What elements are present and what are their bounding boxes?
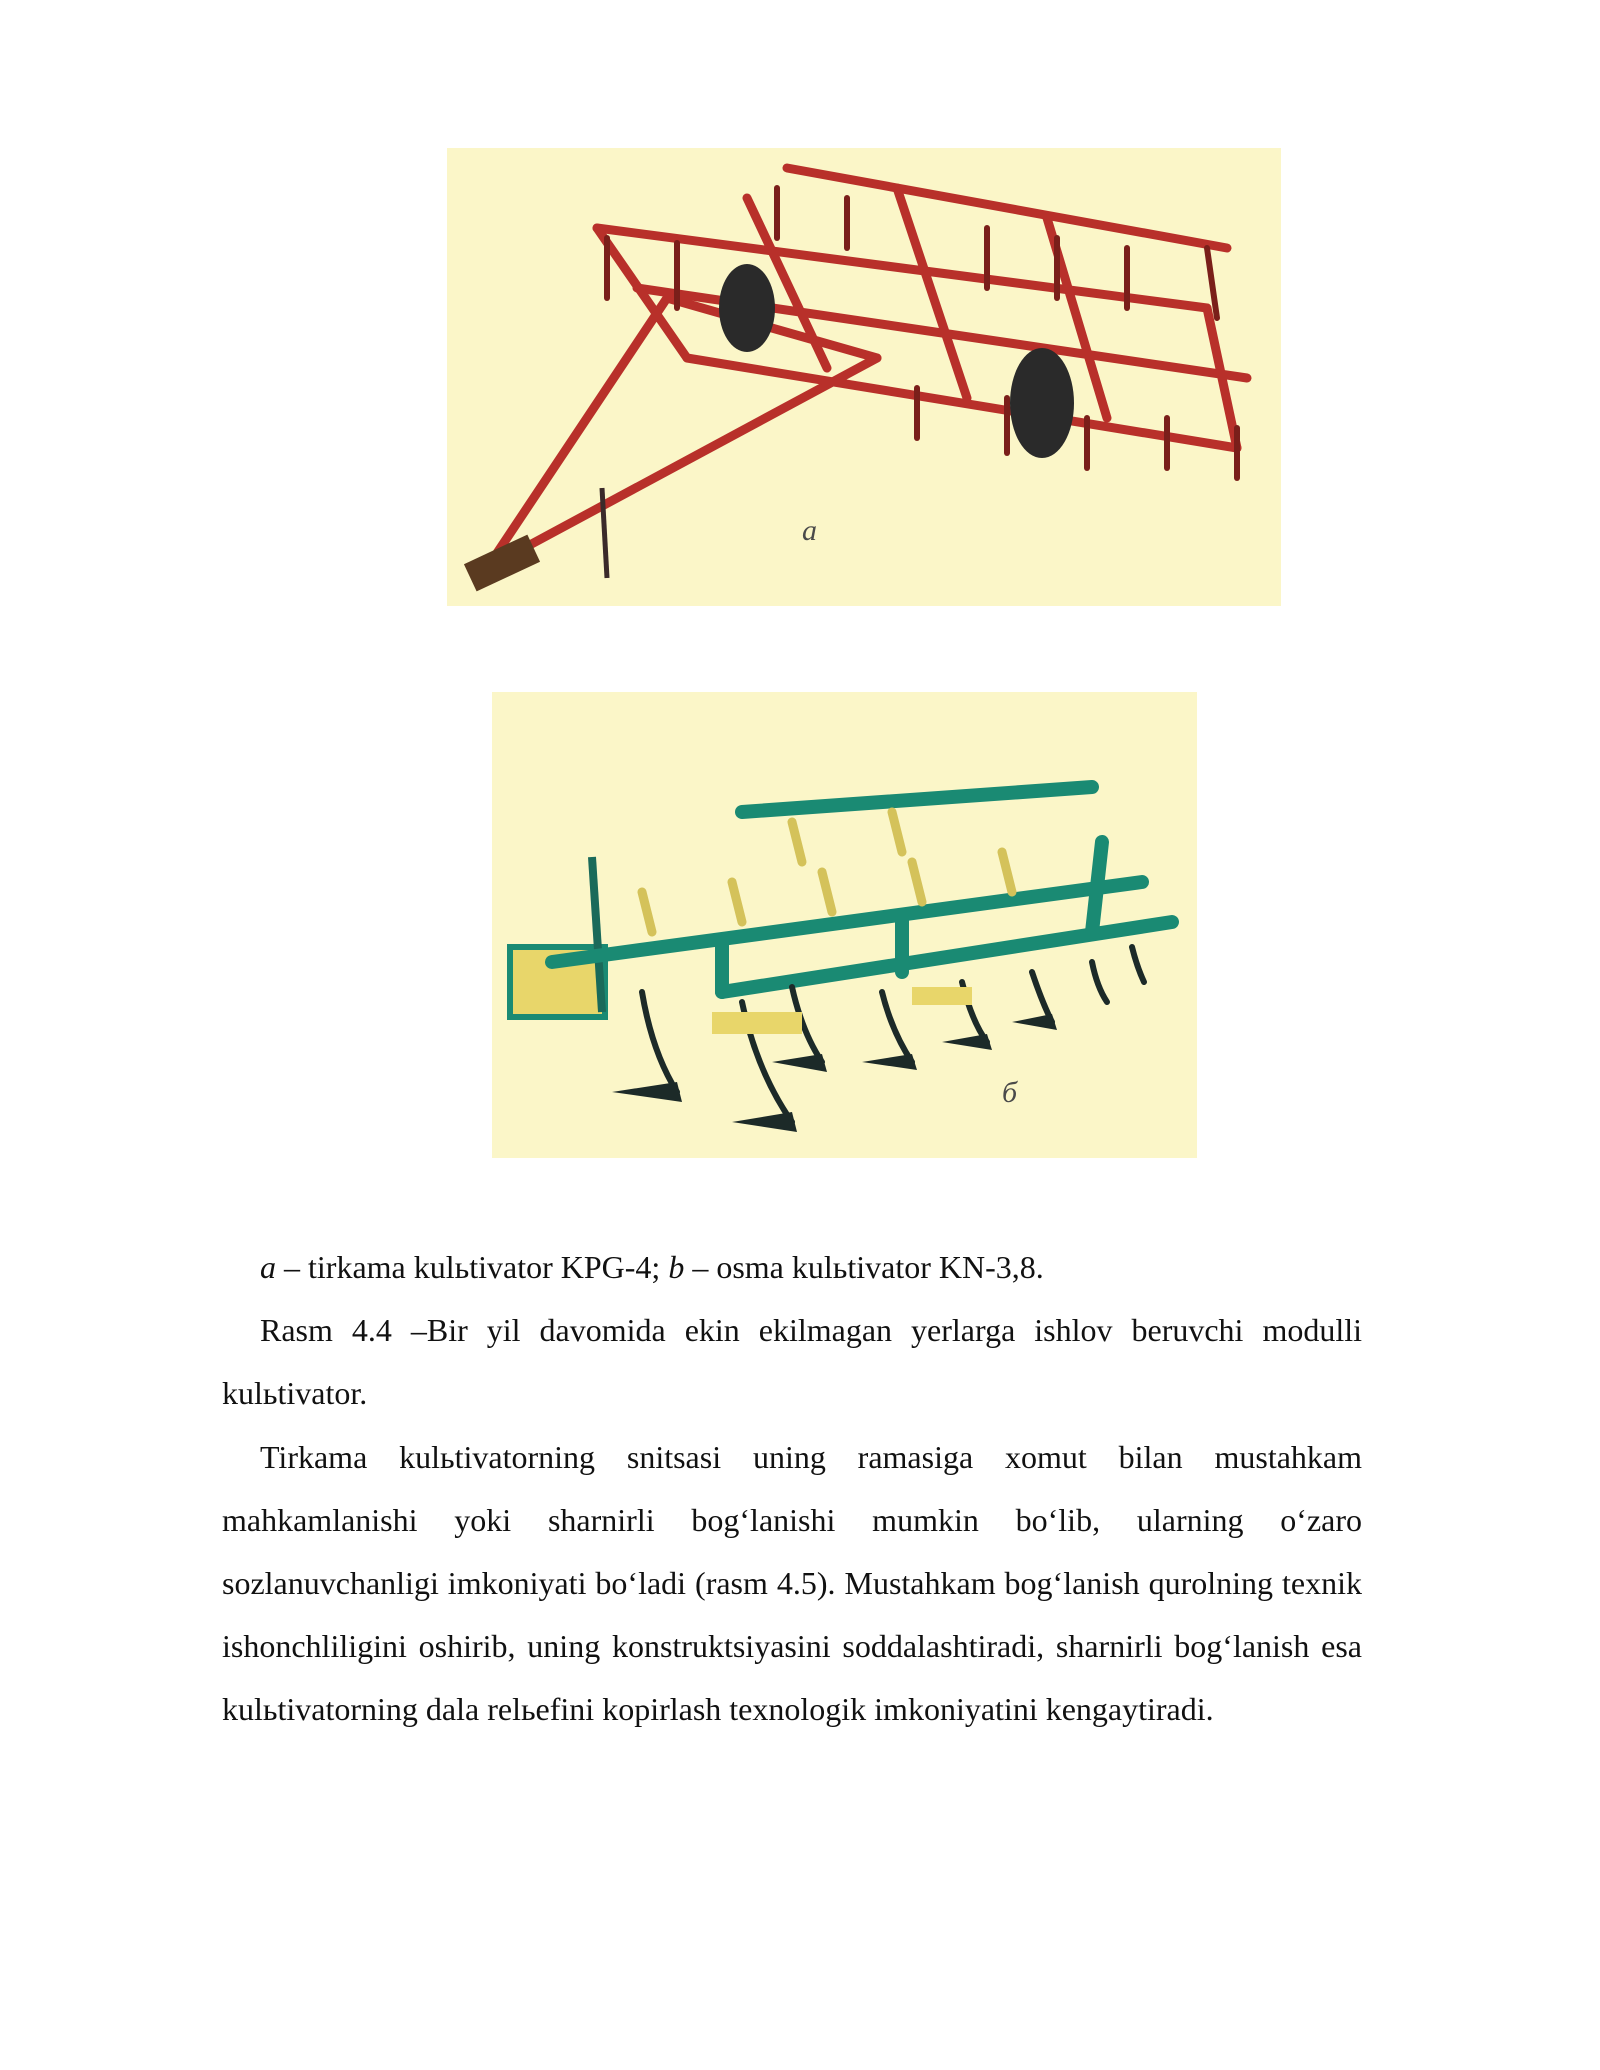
body-paragraph-text: Tirkama kulьtivatorning snitsasi uning ramasiga xomut bilan mustahkam mahkamlanishi yoki sharnirli bog‘lanishi mumkin bo‘lib, ularning o‘zaro sozlanuvchanligi imkoniyati bo‘ladi (rasm 4.5). Mustahkam bog‘lanish qurolning texnik ishonchliligini oshirib, uning konstruktsiyasini soddalashtiradi, sharnirli bog‘lanish esa kulьtivatorning dala relьefini kopirlash texnologik imkoniyatini kengaytiradi.: [222, 1439, 1362, 1727]
figure-caption: [222, 1236, 1362, 1299]
caption-a-text: – tirkama kulьtivator KPG-4;: [276, 1249, 669, 1285]
figure-a-label: a: [802, 514, 817, 547]
figure-b-label: б: [1002, 1076, 1018, 1109]
caption-b-text: – osma kulьtivator KN-3,8.: [684, 1249, 1044, 1285]
figure-b-mounted-cultivator: [492, 692, 1197, 1158]
rasm-caption: [222, 1299, 1362, 1425]
mounted-cultivator-illustration: [492, 692, 1197, 1158]
body-paragraph: [222, 1426, 1362, 1741]
figure-a-trailed-cultivator: [447, 148, 1281, 606]
caption-a-letter: a: [260, 1249, 276, 1285]
rasm-caption-text: Rasm 4.4 –Bir yil davomida ekin ekilmagan yerlarga ishlov beruvchi modulli kulьtivator.: [222, 1312, 1362, 1411]
caption-b-letter: b: [668, 1249, 685, 1285]
trailed-cultivator-illustration: [447, 148, 1281, 606]
